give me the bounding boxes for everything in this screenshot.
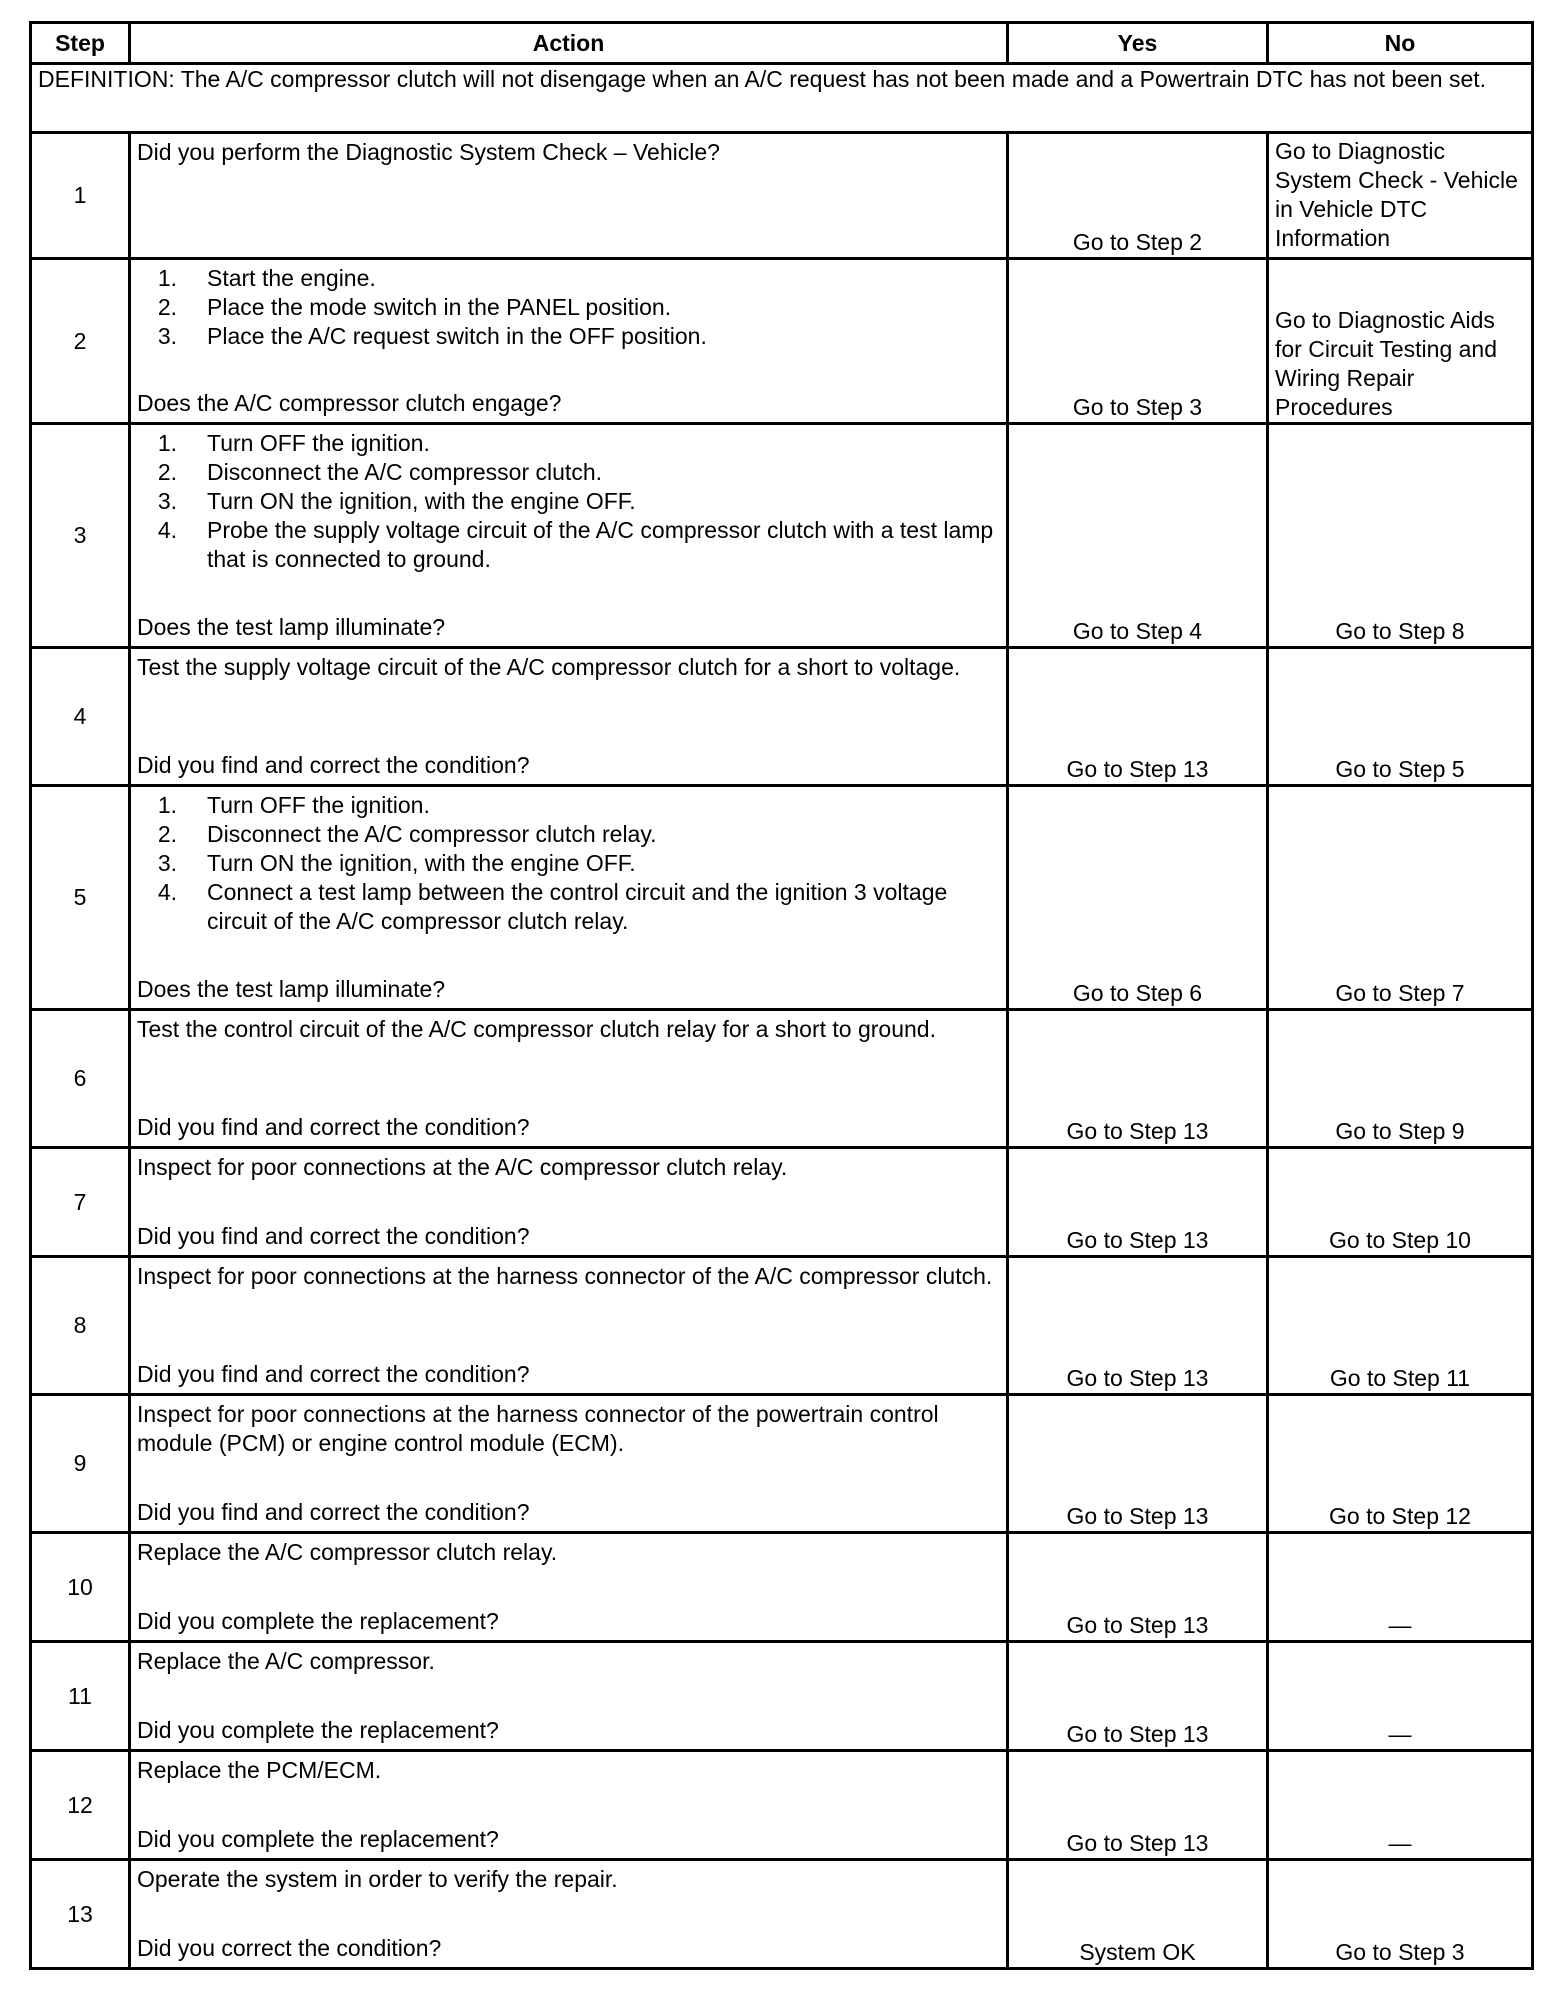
substep-text: Place the mode switch in the PANEL position. <box>207 294 672 320</box>
step-question: Did you find and correct the condition? <box>137 1499 530 1525</box>
step-action <box>130 1148 1008 1257</box>
step-action <box>130 133 1008 259</box>
substep-text: Probe the supply voltage circuit of the A/C compressor clutch with a test lamp that is connected to ground. <box>207 517 994 572</box>
step-instruction: Inspect for poor connections at the harness connector of the A/C compressor clutch. <box>137 1263 993 1289</box>
step-row <box>31 1148 1533 1257</box>
step-no-result: — <box>1268 1642 1533 1751</box>
step-action <box>130 786 1008 1010</box>
step-question: Did you complete the replacement? <box>137 1608 499 1634</box>
step-instruction: Replace the A/C compressor. <box>137 1648 435 1674</box>
step-yes-result: Go to Step 13 <box>1008 1395 1268 1533</box>
step-instruction: Did you perform the Diagnostic System Check – Vehicle? <box>137 139 720 165</box>
substep-number: 2. <box>157 821 177 847</box>
step-question: Did you complete the replacement? <box>137 1826 499 1852</box>
step-row <box>31 259 1533 424</box>
step-row <box>31 1257 1533 1395</box>
step-no-result: Go to Step 3 <box>1268 1860 1533 1969</box>
definition-row <box>31 64 1533 133</box>
step-number: 3 <box>31 424 130 648</box>
substep-list <box>137 429 1000 574</box>
step-no-result: — <box>1268 1533 1533 1642</box>
step-number: 1 <box>31 133 130 259</box>
step-row <box>31 1860 1533 1969</box>
substep-item <box>137 322 1000 351</box>
substep-item <box>137 791 1000 820</box>
step-no-result: Go to Step 8 <box>1268 424 1533 648</box>
step-action <box>130 1257 1008 1395</box>
step-row <box>31 786 1533 1010</box>
header-yes: Yes <box>1008 23 1268 64</box>
definition-text: DEFINITION: The A/C compressor clutch will not disengage when an A/C request has not been made and a Powertrain DTC has not been set. <box>31 64 1533 133</box>
step-yes-result: Go to Step 13 <box>1008 1257 1268 1395</box>
step-no-result: Go to Step 12 <box>1268 1395 1533 1533</box>
substep-item <box>137 487 1000 516</box>
step-no-result: Go to Step 9 <box>1268 1010 1533 1148</box>
step-yes-result: Go to Step 4 <box>1008 424 1268 648</box>
step-action <box>130 1395 1008 1533</box>
step-yes-result: Go to Step 13 <box>1008 648 1268 786</box>
step-no-result: Go to Diagnostic System Check - Vehicle in Vehicle DTC Information <box>1268 133 1533 259</box>
step-question: Did you find and correct the condition? <box>137 1223 530 1249</box>
header-action: Action <box>130 23 1008 64</box>
substep-text: Turn OFF the ignition. <box>207 430 430 456</box>
step-instruction: Inspect for poor connections at the A/C compressor clutch relay. <box>137 1154 788 1180</box>
step-action <box>130 259 1008 424</box>
step-number: 4 <box>31 648 130 786</box>
step-action <box>130 648 1008 786</box>
substep-text: Turn ON the ignition, with the engine OFF. <box>207 488 636 514</box>
step-row <box>31 1395 1533 1533</box>
step-question: Did you find and correct the condition? <box>137 1114 530 1140</box>
step-row <box>31 1533 1533 1642</box>
substep-number: 3. <box>157 488 177 514</box>
substep-item <box>137 820 1000 849</box>
step-question: Did you find and correct the condition? <box>137 752 530 778</box>
step-instruction: Operate the system in order to verify the repair. <box>137 1866 618 1892</box>
step-no-result: Go to Step 10 <box>1268 1148 1533 1257</box>
step-question: Does the test lamp illuminate? <box>137 976 446 1002</box>
step-number: 5 <box>31 786 130 1010</box>
step-yes-result: Go to Step 6 <box>1008 786 1268 1010</box>
step-instruction: Replace the A/C compressor clutch relay. <box>137 1539 558 1565</box>
step-row <box>31 133 1533 259</box>
substep-text: Disconnect the A/C compressor clutch relay. <box>207 821 657 847</box>
step-number: 13 <box>31 1860 130 1969</box>
step-yes-result: System OK <box>1008 1860 1268 1969</box>
substep-text: Place the A/C request switch in the OFF position. <box>207 323 707 349</box>
substep-text: Turn OFF the ignition. <box>207 792 430 818</box>
substep-number: 1. <box>157 265 177 291</box>
substep-item <box>137 878 1000 936</box>
substep-number: 2. <box>157 294 177 320</box>
step-instruction: Inspect for poor connections at the harness connector of the powertrain control module (PCM) or engine control module (ECM). <box>137 1401 939 1456</box>
step-no-result: Go to Step 7 <box>1268 786 1533 1010</box>
substep-text: Disconnect the A/C compressor clutch. <box>207 459 602 485</box>
step-yes-result: Go to Step 13 <box>1008 1148 1268 1257</box>
substep-number: 3. <box>157 323 177 349</box>
step-no-result: Go to Step 5 <box>1268 648 1533 786</box>
substep-list <box>137 264 1000 351</box>
step-number: 12 <box>31 1751 130 1860</box>
step-row <box>31 1751 1533 1860</box>
step-no-result: — <box>1268 1751 1533 1860</box>
step-no-result: Go to Step 11 <box>1268 1257 1533 1395</box>
step-instruction: Test the control circuit of the A/C compressor clutch relay for a short to ground. <box>137 1016 936 1042</box>
substep-number: 4. <box>157 517 177 543</box>
step-number: 8 <box>31 1257 130 1395</box>
step-yes-result: Go to Step 2 <box>1008 133 1268 259</box>
step-action <box>130 1642 1008 1751</box>
substep-list <box>137 791 1000 936</box>
substep-item <box>137 849 1000 878</box>
substep-text: Turn ON the ignition, with the engine OFF. <box>207 850 636 876</box>
step-yes-result: Go to Step 13 <box>1008 1533 1268 1642</box>
substep-item <box>137 458 1000 487</box>
step-yes-result: Go to Step 3 <box>1008 259 1268 424</box>
step-action <box>130 1751 1008 1860</box>
substep-item <box>137 293 1000 322</box>
step-instruction: Test the supply voltage circuit of the A/C compressor clutch for a short to voltage. <box>137 654 961 680</box>
substep-number: 2. <box>157 459 177 485</box>
step-yes-result: Go to Step 13 <box>1008 1010 1268 1148</box>
step-yes-result: Go to Step 13 <box>1008 1751 1268 1860</box>
step-number: 11 <box>31 1642 130 1751</box>
header-row <box>31 23 1533 64</box>
step-question: Did you find and correct the condition? <box>137 1361 530 1387</box>
step-row <box>31 424 1533 648</box>
substep-number: 1. <box>157 792 177 818</box>
step-question: Does the test lamp illuminate? <box>137 614 446 640</box>
step-yes-result: Go to Step 13 <box>1008 1642 1268 1751</box>
step-row <box>31 1642 1533 1751</box>
step-question: Does the A/C compressor clutch engage? <box>137 390 562 416</box>
step-no-result: Go to Diagnostic Aids for Circuit Testing and Wiring Repair Procedures <box>1268 259 1533 424</box>
substep-number: 3. <box>157 850 177 876</box>
substep-item <box>137 516 1000 574</box>
step-action <box>130 1533 1008 1642</box>
diagnostic-table <box>29 21 1534 1970</box>
substep-number: 4. <box>157 879 177 905</box>
substep-item <box>137 264 1000 293</box>
step-number: 6 <box>31 1010 130 1148</box>
step-action <box>130 1860 1008 1969</box>
step-row <box>31 1010 1533 1148</box>
header-no: No <box>1268 23 1533 64</box>
step-number: 9 <box>31 1395 130 1533</box>
substep-text: Connect a test lamp between the control circuit and the ignition 3 voltage circuit of the A/C compressor clutch relay. <box>207 879 948 934</box>
step-question: Did you correct the condition? <box>137 1935 442 1961</box>
step-number: 10 <box>31 1533 130 1642</box>
header-step: Step <box>31 23 130 64</box>
step-row <box>31 648 1533 786</box>
step-number: 2 <box>31 259 130 424</box>
step-action <box>130 1010 1008 1148</box>
step-action <box>130 424 1008 648</box>
substep-text: Start the engine. <box>207 265 376 291</box>
step-number: 7 <box>31 1148 130 1257</box>
substep-item <box>137 429 1000 458</box>
substep-number: 1. <box>157 430 177 456</box>
step-instruction: Replace the PCM/ECM. <box>137 1757 382 1783</box>
step-question: Did you complete the replacement? <box>137 1717 499 1743</box>
